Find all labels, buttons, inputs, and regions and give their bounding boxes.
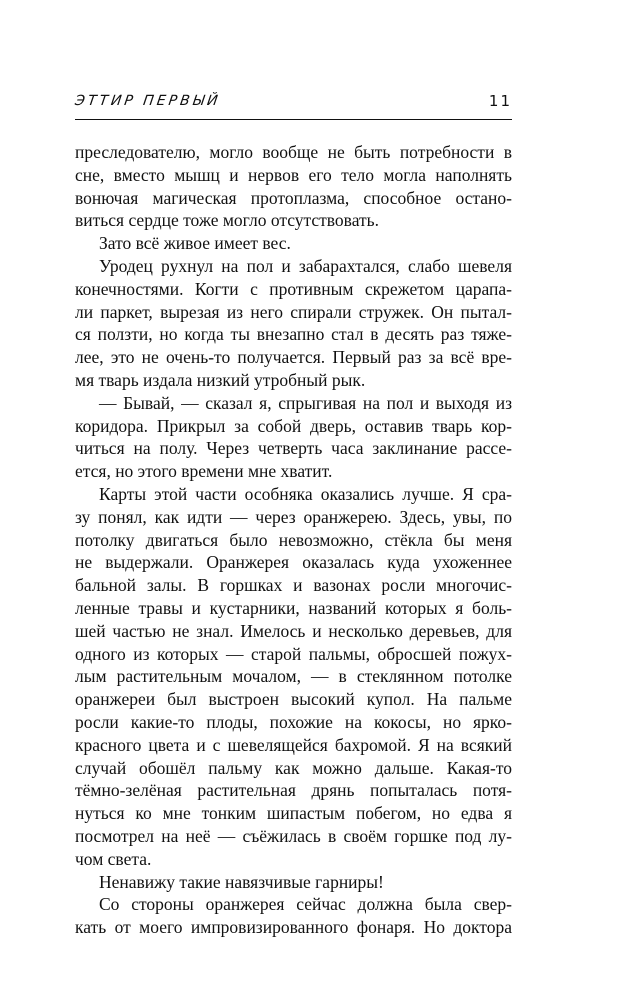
text-line: лее, это не очень-то получается. Первый раз за всё вре- <box>75 347 512 368</box>
text-line: читься на полу. Через четверть часа заклинание рассе- <box>75 438 512 459</box>
header-rule <box>75 119 512 120</box>
text-line: росли какие-то плоды, похожие на кокосы, но ярко- <box>75 711 512 732</box>
text-line: красного цвета и с шевелящейся бахромой. Я на всякий <box>75 734 512 755</box>
text-line: сне, вместо мышц и нервов его тело могла наполнять <box>75 164 512 185</box>
text-line: тёмно-зелёная растительная дрянь попыталась потя- <box>75 780 512 801</box>
text-line: оранжереи был выстроен высокий купол. На пальме <box>75 689 512 710</box>
text-line: шей частью не знал. Имелось и несколько деревьев, для <box>75 620 512 641</box>
text-line: нуться ко мне тонким шипастым побегом, но едва я <box>75 803 512 824</box>
paragraph <box>75 255 512 392</box>
text-line: ли паркет, вырезая из него спирали стружек. Он пытал- <box>75 301 512 322</box>
text-line: Со стороны оранжерея сейчас должна была свер- <box>99 894 512 915</box>
page-number: 11 <box>488 92 512 110</box>
body-text <box>75 141 512 939</box>
text-line: ется, но этого времени мне хватит. <box>75 461 333 482</box>
paragraph <box>75 141 512 232</box>
text-line: кать от моего импровизированного фонаря. Но доктора <box>75 917 512 938</box>
paragraph <box>75 392 512 483</box>
book-title: ЭТТИР ПЕРВЫЙ <box>73 93 222 109</box>
paragraph <box>75 483 512 871</box>
text-line: зу понял, как идти — через оранжерею. Здесь, увы, по <box>75 506 512 527</box>
text-line: Уродец рухнул на пол и забарахтался, слабо шевеля <box>99 255 512 276</box>
text-line: бальной залы. В горшках и вазонах росли многочис- <box>75 575 512 596</box>
text-line: случай обошёл пальму как можно дальше. Какая-то <box>75 757 512 778</box>
text-line: мя тварь издала низкий утробный рык. <box>75 369 366 390</box>
text-line: не выдержали. Оранжерея оказалась куда ухоженнее <box>75 552 512 573</box>
running-head <box>75 93 512 113</box>
text-line: ленные травы и кустарники, названий которых я боль- <box>75 597 512 618</box>
text-line: — Бывай, — сказал я, спрыгивая на пол и выходя из <box>99 392 512 413</box>
text-line: вонючая магическая протоплазма, способное остано- <box>75 187 512 208</box>
text-line: Ненавижу такие навязчивые гарниры! <box>99 871 384 892</box>
text-line: Карты этой части особняка оказались лучше. Я сра- <box>99 483 512 504</box>
text-line: Зато всё живое имеет вес. <box>99 233 291 254</box>
text-line: виться сердце тоже могло отсутствовать. <box>75 210 380 231</box>
text-line: посмотрел на неё — съёжилась в своём горшке под лу- <box>75 825 512 846</box>
text-line: лым растительным мочалом, — в стеклянном потолке <box>75 666 512 687</box>
text-line: конечностями. Когти с противным скрежетом царапа- <box>75 278 512 299</box>
text-line: одного из которых — старой пальмы, обросшей пожух- <box>75 643 512 664</box>
paragraph <box>75 893 512 939</box>
text-line: коридора. Прикрыл за собой дверь, оставив тварь кор- <box>75 415 512 436</box>
paragraph <box>75 232 512 255</box>
text-line: потолку двигаться было невозможно, стёкла бы меня <box>75 529 512 550</box>
text-line: преследователю, могло вообще не быть потребности в <box>75 142 512 162</box>
text-line: чом света. <box>75 848 152 869</box>
text-line: ся ползти, но когда ты внезапно стал в десять раз тяже- <box>75 324 512 345</box>
paragraph <box>75 871 512 894</box>
